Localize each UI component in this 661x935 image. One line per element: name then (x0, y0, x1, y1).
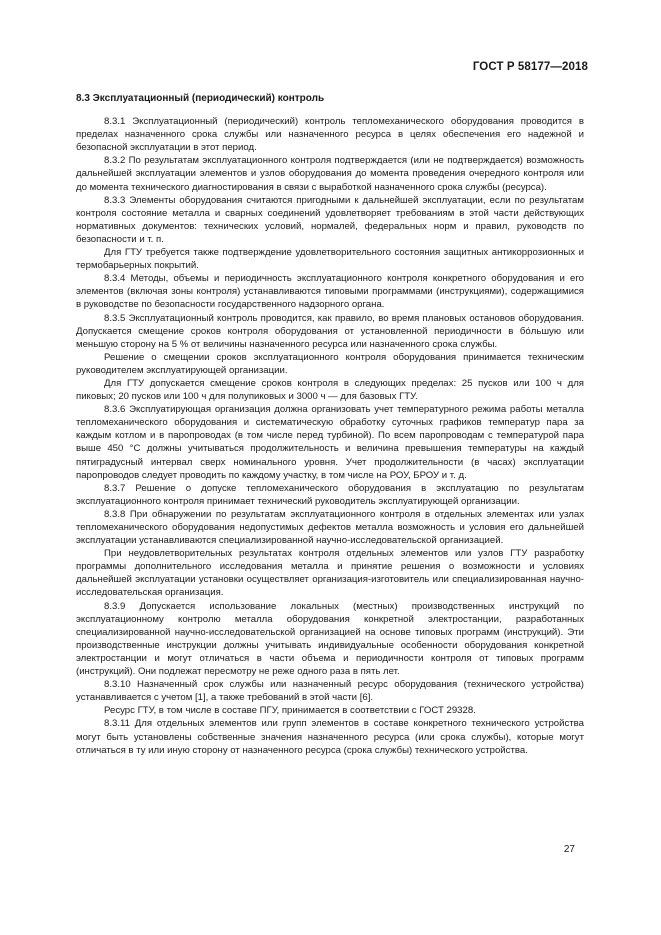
paragraph-list (76, 115, 584, 757)
paragraph: Решение о смещении сроков эксплуатационного контроля оборудования принимается техническим руководителем эксплуатирующей организации. (76, 351, 584, 376)
paragraph: При неудовлетворительных результатах контроля отдельных элементов или узлов ГТУ разработку программы дополнительного исследования металла и принятие решения о возможности и условиях дальнейшей эксплуатации установки осуществляет организация-изготовитель или специализированная научно-исследовательская организация. (76, 548, 584, 599)
paragraph: 8.3.5 Эксплуатационный контроль проводится, как правило, во время плановых остановов оборудования. Допускается смещение сроков контроля оборудования от установленной периодичности в бо́льшую или меньшую сторону на 5 % от величины назначенного ресурса или назначенного срока службы. (76, 312, 584, 350)
paragraph: Ресурс ГТУ, в том числе в составе ПГУ, принимается в соответствии с ГОСТ 29328. (104, 705, 476, 717)
document-id-header: ГОСТ Р 58177—2018 (472, 61, 588, 73)
paragraph: 8.3.8 При обнаружении по результатам эксплуатационного контроля в отдельных элементах или узлах тепломеханического оборудования недопустимых дефектов металла возможность и условия его дальнейшей эксплуатации устанавливаются специализированной научно-исследовательской организацией. (76, 508, 584, 547)
paragraph: 8.3.7 Решение о допуске тепломеханического оборудования в эксплуатацию по результатам эксплуатационного контроля принимает технический руководитель эксплуатирующей организации. (76, 482, 584, 507)
paragraph: Для ГТУ допускается смещение сроков контроля в следующих пределах: 25 пусков или 100 ч для пиковых; 20 пусков или 100 ч для полупиковых и 3000 ч — для базовых ГТУ. (76, 377, 584, 403)
paragraph: 8.3.10 Назначенный срок службы или назначенный ресурс оборудования (технического устройства) устанавливается с учетом [1], а также требований в этой части [6]. (76, 679, 584, 704)
paragraph: 8.3.9 Допускается использование локальных (местных) производственных инструкций по эксплуатационному контролю металла оборудования конкретной электростанции, разработанных специализированной научно-исследовательской организацией на основе типовых программ (инструкций). Эти производственные инструкции должны учитывать индивидуальные особенности оборудования конкретной электростанции и могут отличаться в части объема и периодичности контроля от типовых программ (инструкций). Они подлежат пересмотру не реже одного раза в пять лет. (76, 600, 584, 678)
paragraph: 8.3.4 Методы, объемы и периодичность эксплуатационного контроля конкретного оборудования и его элементов (включая зоны контроля) устанавливаются типовыми программами (инструкциями), содержащимися в руководстве по безопасности государственного надзорного органа. (76, 273, 584, 311)
paragraph: 8.3.6 Эксплуатирующая организация должна организовать учет температурного режима работы металла тепломеханического оборудования и систематическую обработку суточных графиков температур пара за каждым котлом и в паропроводах (в том числе перед турбиной). По всем паропроводам с температурой пара выше 450 °С должны учитываться продолжительность и величина превышения температуры на каждый пятиградусный интервал сверх номинального уровня. Учет продолжительности (в часах) эксплуатации паропроводов следует проводить по каждому участку, в том числе на РОУ, БРОУ и т. д. (76, 404, 584, 481)
paragraph: 8.3.1 Эксплуатационный (периодический) контроль тепломеханического оборудования проводится в пределах назначенного срока службы или назначенного ресурса в целях обеспечения его надежной и безопасной эксплуатации в этот период. (76, 116, 584, 154)
document-body (76, 92, 584, 757)
paragraph: 8.3.2 По результатам эксплуатационного контроля подтверждается (или не подтверждается) возможность дальнейшей эксплуатации элементов и узлов оборудования до момента проведения очередного контроля или до момента технического диагностирования в связи с выработкой назначенного срока службы (ресурса). (76, 155, 584, 193)
page-number: 27 (563, 844, 575, 855)
paragraph: Для ГТУ требуется также подтверждение удовлетворительного состояния защитных антикоррозионных и термобарьерных покрытий. (76, 247, 584, 272)
paragraph: 8.3.3 Элементы оборудования считаются пригодными к дальнейшей эксплуатации, если по результатам контроля состояние металла и сварных соединений удовлетворяет требованиям в этой части действующих нормативных документов: технических условий, нормалей, федеральных норм и правил, руководств по безопасности и т. п. (76, 194, 584, 245)
section-title: 8.3 Эксплуатационный (периодический) контроль (76, 93, 325, 104)
paragraph: 8.3.11 Для отдельных элементов или групп элементов в составе конкретного технического устройства могут быть установлены собственные значения назначенного ресурса (или срока службы), которые могут отличаться в ту или иную сторону от назначенного ресурса (срока службы) технического устройства. (76, 718, 584, 756)
